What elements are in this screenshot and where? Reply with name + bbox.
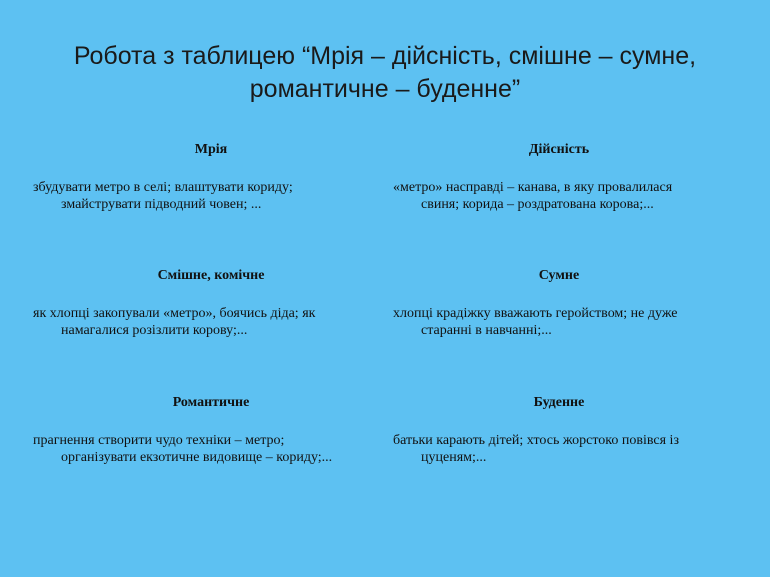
dream-text-line-1: збудувати метро в селі; влаштувати кориду; — [33, 180, 293, 195]
reality-text — [393, 179, 723, 213]
romantic-text — [33, 432, 363, 466]
dream-text — [33, 179, 363, 213]
header-reality: Дійсність — [528, 142, 590, 157]
header-everyday: Буденне — [533, 395, 585, 410]
slide-title — [20, 40, 750, 106]
title-line-2: романтичне – буденне” — [249, 75, 521, 103]
sad-text-line-1: хлопці крадіжку вважають геройством; не дуже — [393, 306, 678, 321]
funny-text-line-2: намагалися розізлити корову;... — [61, 323, 248, 338]
romantic-text-line-2: організувати екзотичне видовище – кориду;... — [61, 450, 333, 465]
header-sad: Сумне — [538, 268, 580, 283]
sad-text — [393, 305, 723, 339]
title-line-1: Робота з таблицею “Мрія – дійсність, смішне – сумне, — [73, 42, 697, 70]
romantic-text-line-1: прагнення створити чудо техніки – метро; — [33, 433, 285, 448]
funny-text-line-1: як хлопці закопували «метро», боячись діда; як — [33, 306, 316, 321]
reality-text-line-1: «метро» насправді – канава, в яку провалилася — [393, 180, 673, 195]
sad-text-line-2: старанні в навчанні;... — [421, 323, 552, 338]
everyday-text-line-1: батьки карають дітей; хтось жорстоко повівся із — [393, 433, 679, 448]
header-romantic: Романтичне — [172, 395, 250, 410]
funny-text — [33, 305, 363, 339]
header-funny: Смішне, комічне — [157, 268, 265, 283]
dream-text-line-2: змайструвати підводний човен; ... — [61, 197, 262, 212]
header-dream: Мрія — [194, 142, 228, 157]
everyday-text-line-2: цуценям;... — [421, 450, 487, 465]
everyday-text — [393, 432, 723, 466]
reality-text-line-2: свиня; корида – роздратована корова;... — [421, 197, 654, 212]
